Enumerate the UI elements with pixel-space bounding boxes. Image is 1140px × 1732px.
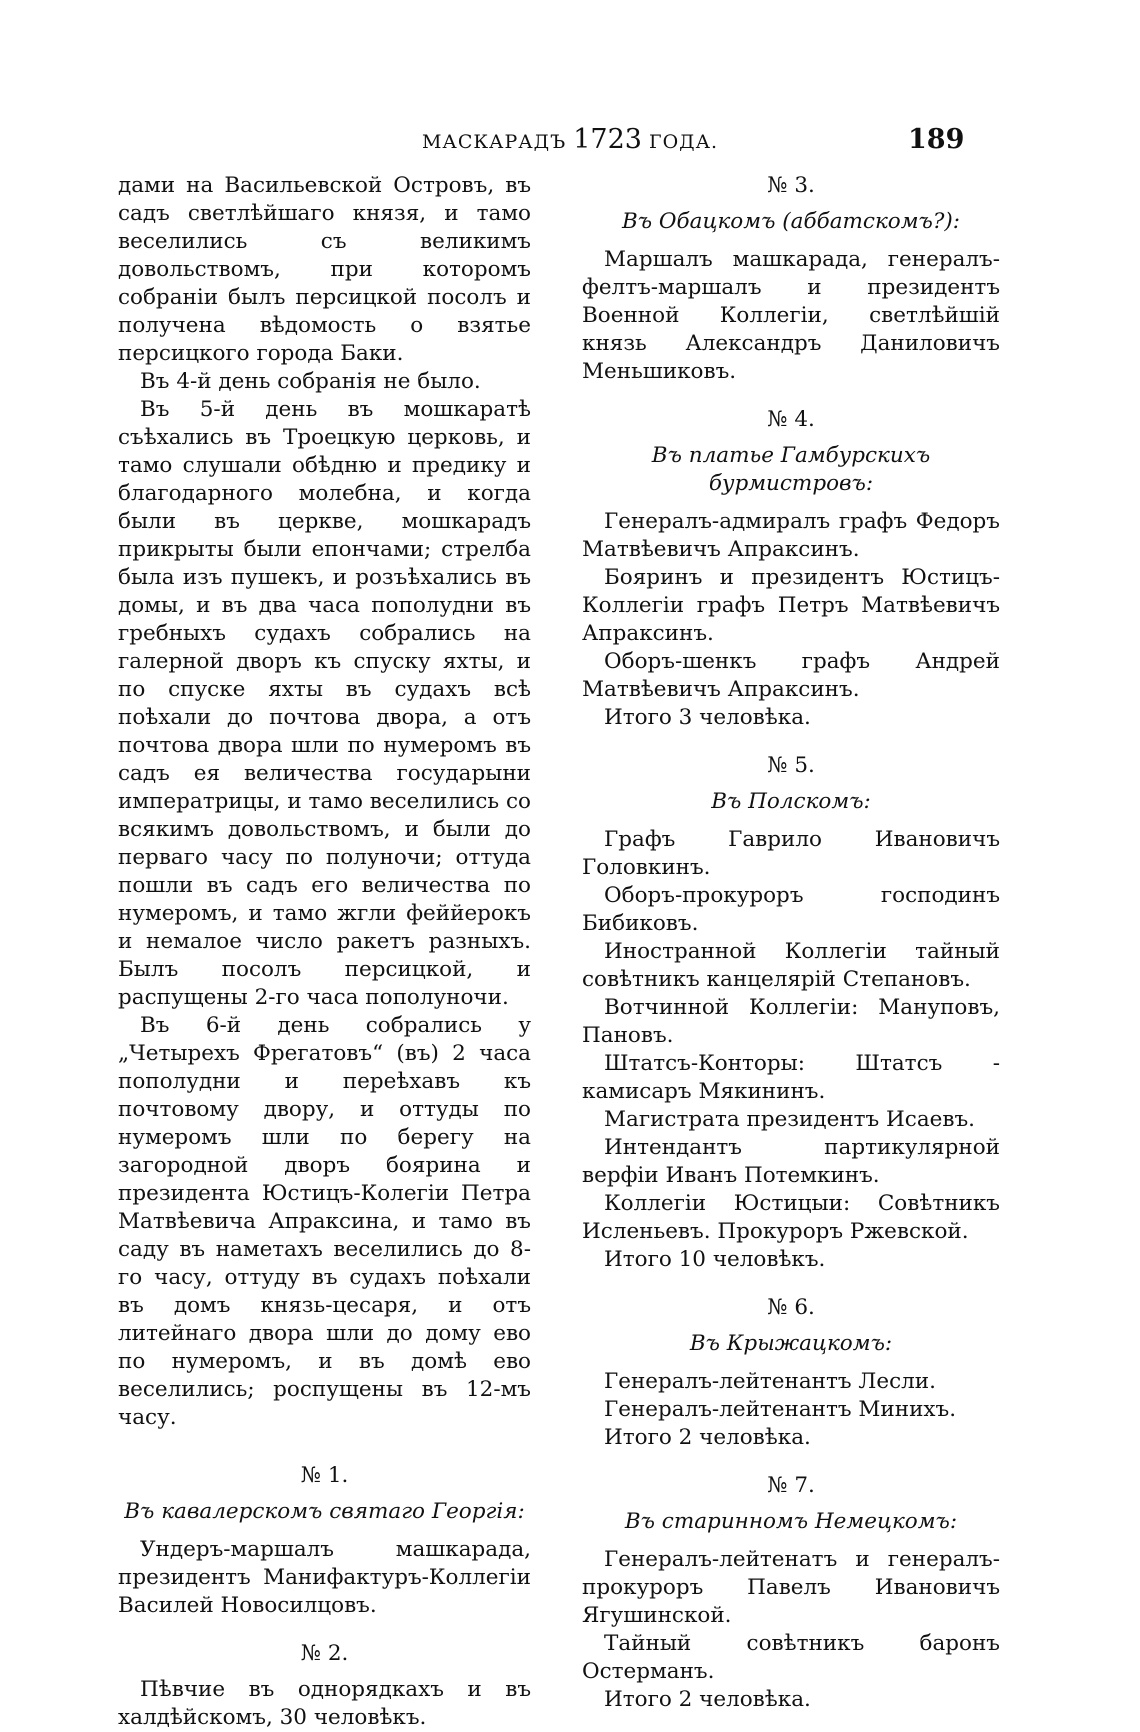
section-number: № 5. [767, 753, 815, 778]
paragraph: дами на Васильевской Островъ, въ садъ светлѣйшаго князя, и тамо веселились съ великимъ довольствомъ, при которомъ собраніи былъ персицкой посолъ и получена вѣдомость о взятье персицкого города Баки. [118, 173, 531, 366]
section-entry: Пѣвчие въ однорядкахъ и въ халдѣйскомъ, 30 человѣкъ. [118, 1677, 531, 1730]
section-entry: Тайный совѣтникъ баронъ Остерманъ. [582, 1631, 1000, 1684]
section-total: Итого 2 человѣка. [604, 1687, 811, 1712]
section-total: Итого 10 человѣкъ. [604, 1247, 826, 1272]
page-number: 189 [908, 124, 965, 155]
section-number: № 3. [767, 173, 815, 198]
section-title: Въ кавалерскомъ святаго Георгія: [124, 1499, 525, 1524]
section-entry: Интендантъ партикулярной верфіи Иванъ Потемкинъ. [582, 1135, 1000, 1188]
section-entry: Генералъ-лейтенантъ Минихъ. [604, 1397, 957, 1422]
paragraph: Въ 4-й день собранія не было. [140, 369, 481, 394]
section-entry: Вотчинной Коллегіи: Мануповъ, Пановъ. [582, 995, 1000, 1048]
section-number: № 7. [767, 1473, 815, 1498]
section-entry: Генералъ-адмиралъ графъ Федоръ Матвѣевичъ Апраксинъ. [582, 509, 1000, 562]
section-number: № 2. [300, 1641, 349, 1666]
section-number: № 6. [767, 1295, 815, 1320]
section-entry: Генералъ-лейтенантъ Лесли. [604, 1369, 936, 1394]
section-total: Итого 2 человѣка. [604, 1425, 811, 1450]
section-title: Въ Обацкомъ (аббатскомъ?): [621, 209, 961, 234]
section-entry: Магистрата президентъ Исаевъ. [604, 1107, 976, 1132]
section-entry: Ундеръ-маршалъ машкарада, президентъ Манифактуръ-Коллегіи Василей Новосилцовъ. [118, 1537, 531, 1618]
section-entry: Оборъ-прокуроръ господинъ Бибиковъ. [582, 883, 1000, 936]
running-head-title: МАСКАРАДЪ [421, 131, 567, 153]
section-number: № 4. [767, 407, 815, 432]
section-title: Въ платье Гамбурскихъ бурмистровъ: [651, 443, 931, 496]
paragraph: Въ 6-й день собрались у „Четырехъ Фрегатовъ“ (въ) 2 часа пополудни и переѣхавъ къ почтовому двору, и оттуды по нумеромъ шли по берегу на загородной дворъ боярина и президента Юстицъ-Колегіи Петра Матвѣевича Апраксина, и тамо въ саду въ наметахъ веселились до 8-го часу, оттуду въ судахъ поѣхали въ домъ князь-цесаря, и отъ литейнаго двора шли до дому ево по нумеромъ, и въ домѣ ево веселились; роспущены въ 12-мъ часу. [118, 1013, 531, 1430]
section-entry: Штатсъ-Конторы: Штатсъ - камисаръ Мякининъ. [582, 1051, 1000, 1104]
section-title: Въ старинномъ Немецкомъ: [624, 1509, 958, 1534]
section-entry: Генералъ-лейтенатъ и генералъ-прокуроръ Павелъ Ивановичъ Ягушинской. [582, 1547, 1000, 1628]
paragraph: Въ 5-й день въ мошкаратѣ съѣхались въ Троецкую церковь, и тамо слушали обѣдню и предику и благодарного молебна, и когда были въ церкве, мошкарадъ прикрыты были епончами; стрелба была изъ пушекъ, и розъѣхались въ домы, и въ два часа пополудни въ гребныхъ судахъ собрались на галерной дворъ къ спуску яхты, и по спуске яхты въ судахъ всѣ поѣхали до почтова двора, а отъ почтова двора шли по нумеромъ въ садъ ея величества государыни императрицы, и тамо веселились со всякимъ довольствомъ, и были до перваго часу по полуночи; оттуда пошли въ садъ его величества по нумеромъ, и тамо жгли феййерокъ и немалое число ракетъ разныхъ. Былъ посолъ персицкой, и распущены 2-го часа пополуночи. [118, 397, 531, 1010]
left-column [118, 172, 531, 1732]
right-column [582, 172, 1000, 1714]
section-title: Въ Полскомъ: [711, 789, 871, 814]
section-entry: Иностранной Коллегіи тайный совѣтникъ канцелярій Степановъ. [582, 939, 1000, 992]
section-entry: Маршалъ машкарада, генералъ-фелтъ-маршалъ и президентъ Военной Коллегіи, светлѣйшій князь Александръ Даниловичъ Меньшиковъ. [582, 247, 1000, 384]
section-entry: Графъ Гаврило Ивановичъ Головкинъ. [582, 827, 1000, 880]
section-entry: Коллегіи Юстицыи: Совѣтникъ Исленьевъ. Прокуроръ Ржевской. [582, 1191, 1000, 1244]
section-title: Въ Крыжацкомъ: [689, 1331, 893, 1356]
section-entry: Оборъ-шенкъ графъ Андрей Матвѣевичъ Апраксинъ. [582, 649, 1000, 702]
section-total: Итого 3 человѣка. [604, 705, 811, 730]
running-head-year: 1723 [573, 124, 642, 155]
section-number: № 1. [300, 1463, 349, 1488]
running-head [380, 124, 760, 155]
running-head-suffix: ГОДА. [648, 131, 719, 153]
section-entry: Бояринъ и президентъ Юстицъ-Коллегіи графъ Петръ Матвѣевичъ Апраксинъ. [582, 565, 1000, 646]
